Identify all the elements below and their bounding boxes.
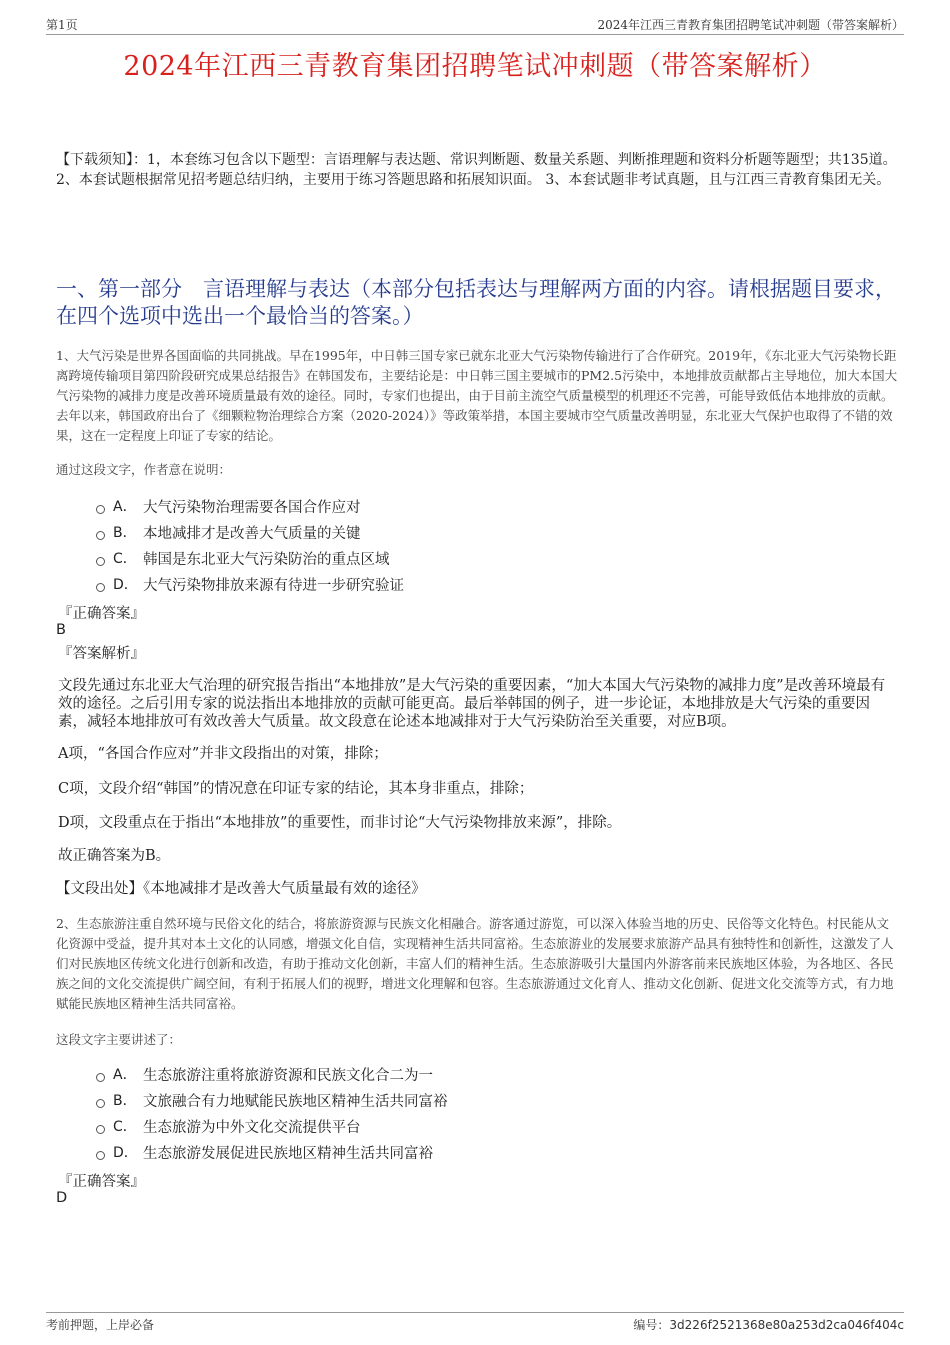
footer-slogan: 考前押题，上岸必备 [46, 1318, 155, 1332]
option-c[interactable] [96, 1113, 696, 1139]
option-letter: D． [113, 1145, 138, 1161]
question-2-options [96, 1061, 696, 1165]
question-1-prompt: 通过这段文字，作者意在说明： [56, 462, 232, 477]
option-a[interactable] [96, 493, 696, 519]
header-doc-title: 2024年江西三青教育集团招聘笔试冲刺题（带答案解析） [597, 18, 904, 32]
correct-answer-label: 『正确答案』 [58, 1174, 145, 1190]
analysis-option-c: C项，文段介绍“韩国”的情况意在印证专家的结论，其本身非重点，排除； [58, 781, 534, 797]
option-b[interactable] [96, 519, 696, 545]
analysis-label: 『答案解析』 [58, 646, 145, 662]
option-text: 韩国是东北亚大气污染防治的重点区域 [143, 551, 390, 568]
source-note: 【文段出处】《本地减排才是改善大气质量最有效的途径》 [56, 881, 426, 897]
option-letter: A． [113, 499, 137, 515]
section-heading: 一、第一部分 言语理解与表达（本部分包括表达与理解两方面的内容。请根据题目要求，在四个选项中选出一个最恰当的答案。） [56, 277, 896, 328]
radio-icon[interactable] [96, 531, 105, 540]
correct-answer-value: B [56, 622, 66, 638]
correct-answer-label: 『正确答案』 [58, 606, 145, 622]
question-2-text: 2、生态旅游注重自然环境与民俗文化的结合，将旅游资源与民族文化相融合。游客通过游览，可以深入体验当地的历史、民俗等文化特色。村民能从文化资源中受益，提升其对本土文化的认同感，增强文化自信，实现精神生活共同富裕。生态旅游业的发展要求旅游产品具有独特性和创新性，这激发了人们对民族地区传统文化进行创新和改造，有助于推动文化创新，丰富人们的精神生活。生态旅游吸引大量国内外游客前来民族地区体验，为各地区、各民族之间的文化交流提供广阔空间，有利于拓展人们的视野，增进文化理解和包容。生态旅游通过文化育人、推动文化创新、促进文化交流等方式，有力地赋能民族地区精神生活共同富裕。 [56, 916, 894, 1011]
question-1-text: 1、大气污染是世界各国面临的共同挑战。早在1995年，中日韩三国专家已就东北亚大气污染物传输进行了合作研究。2019年，《东北亚大气污染物长距离跨境传输项目第四阶段研究成果总结报告》在韩国发布，主要结论是：中日韩三国主要城市的PM2.5污染中，本地排放贡献都占主导地位，加大本国大气污染物的减排力度是改善环境质量最有效的途径。同时，专家们也提出，由于目前主流空气质量模型的机理还不完善，可能导致低估本地排放的贡献。去年以来，韩国政府出台了《细颗粒物治理综合方案（2020-2024）》等政策举措，本国主要城市空气质量改善明显，东北亚大气保护也取得了不错的效果，这在一定程度上印证了专家的结论。 [56, 348, 898, 443]
analysis-option-a: A项，“各国合作应对”并非文段指出的对策，排除； [58, 746, 388, 762]
code-value: 3d226f2521368e80a253d2ca046f404c [669, 1318, 904, 1332]
radio-icon[interactable] [96, 557, 105, 566]
question-1-options [96, 493, 696, 597]
page-footer [46, 1312, 904, 1333]
page-header [46, 14, 904, 35]
question-2-prompt: 这段文字主要讲述了： [56, 1032, 182, 1047]
option-text: 生态旅游为中外文化交流提供平台 [143, 1119, 361, 1136]
radio-icon[interactable] [96, 1073, 105, 1082]
option-d[interactable] [96, 1139, 696, 1165]
option-text: 大气污染物治理需要各国合作应对 [143, 499, 361, 516]
analysis-paragraph: 文段先通过东北亚大气治理的研究报告指出“本地排放”是大气污染的重要因素，“加大本国大气污染物的减排力度”是改善环境最有效的途径。之后引用专家的说法指出本地排放的贡献可能更高。最后举韩国的例子，进一步论证，本地排放是大气污染的重要因素，减轻本地排放可有效改善大气质量。故文段意在论述本地减排对于大气污染防治至关重要，对应B项。 [58, 678, 886, 730]
option-b[interactable] [96, 1087, 696, 1113]
radio-icon[interactable] [96, 1099, 105, 1108]
radio-icon[interactable] [96, 505, 105, 514]
radio-icon[interactable] [96, 583, 105, 592]
document-title: 2024年江西三青教育集团招聘笔试冲刺题（带答案解析） [123, 51, 827, 82]
radio-icon[interactable] [96, 1125, 105, 1134]
option-letter: B． [113, 1093, 137, 1109]
option-text: 生态旅游注重将旅游资源和民族文化合二为一 [143, 1067, 433, 1084]
option-text: 生态旅游发展促进民族地区精神生活共同富裕 [143, 1145, 433, 1162]
option-text: 大气污染物排放来源有待进一步研究验证 [143, 577, 404, 594]
option-d[interactable] [96, 571, 696, 597]
option-c[interactable] [96, 545, 696, 571]
page-number: 第1页 [46, 18, 78, 32]
option-letter: A． [113, 1067, 137, 1083]
radio-icon[interactable] [96, 1151, 105, 1160]
option-text: 本地减排才是改善大气质量的关键 [143, 525, 361, 542]
option-letter: D． [113, 577, 138, 593]
code-label: 编号： [633, 1318, 670, 1332]
download-notice: 【下载须知】：1，本套练习包含以下题型：言语理解与表达题、常识判断题、数量关系题、判断推理题和资料分析题等题型；共135道。 2、本套试题根据常见招考题总结归纳，主要用于练习答题思路和拓展知识面。 3、本套试题非考试真题，且与江西三青教育集团无关。 [56, 152, 897, 188]
analysis-option-d: D项，文段重点在于指出“本地排放”的重要性，而非讨论“大气污染物排放来源”，排除。 [58, 815, 622, 831]
document-code [633, 1316, 904, 1333]
analysis-conclusion: 故正确答案为B。 [58, 848, 171, 864]
option-a[interactable] [96, 1061, 696, 1087]
option-letter: C． [113, 551, 137, 567]
correct-answer-value: D [56, 1190, 68, 1206]
option-letter: B． [113, 525, 137, 541]
option-letter: C． [113, 1119, 137, 1135]
option-text: 文旅融合有力地赋能民族地区精神生活共同富裕 [143, 1093, 448, 1110]
